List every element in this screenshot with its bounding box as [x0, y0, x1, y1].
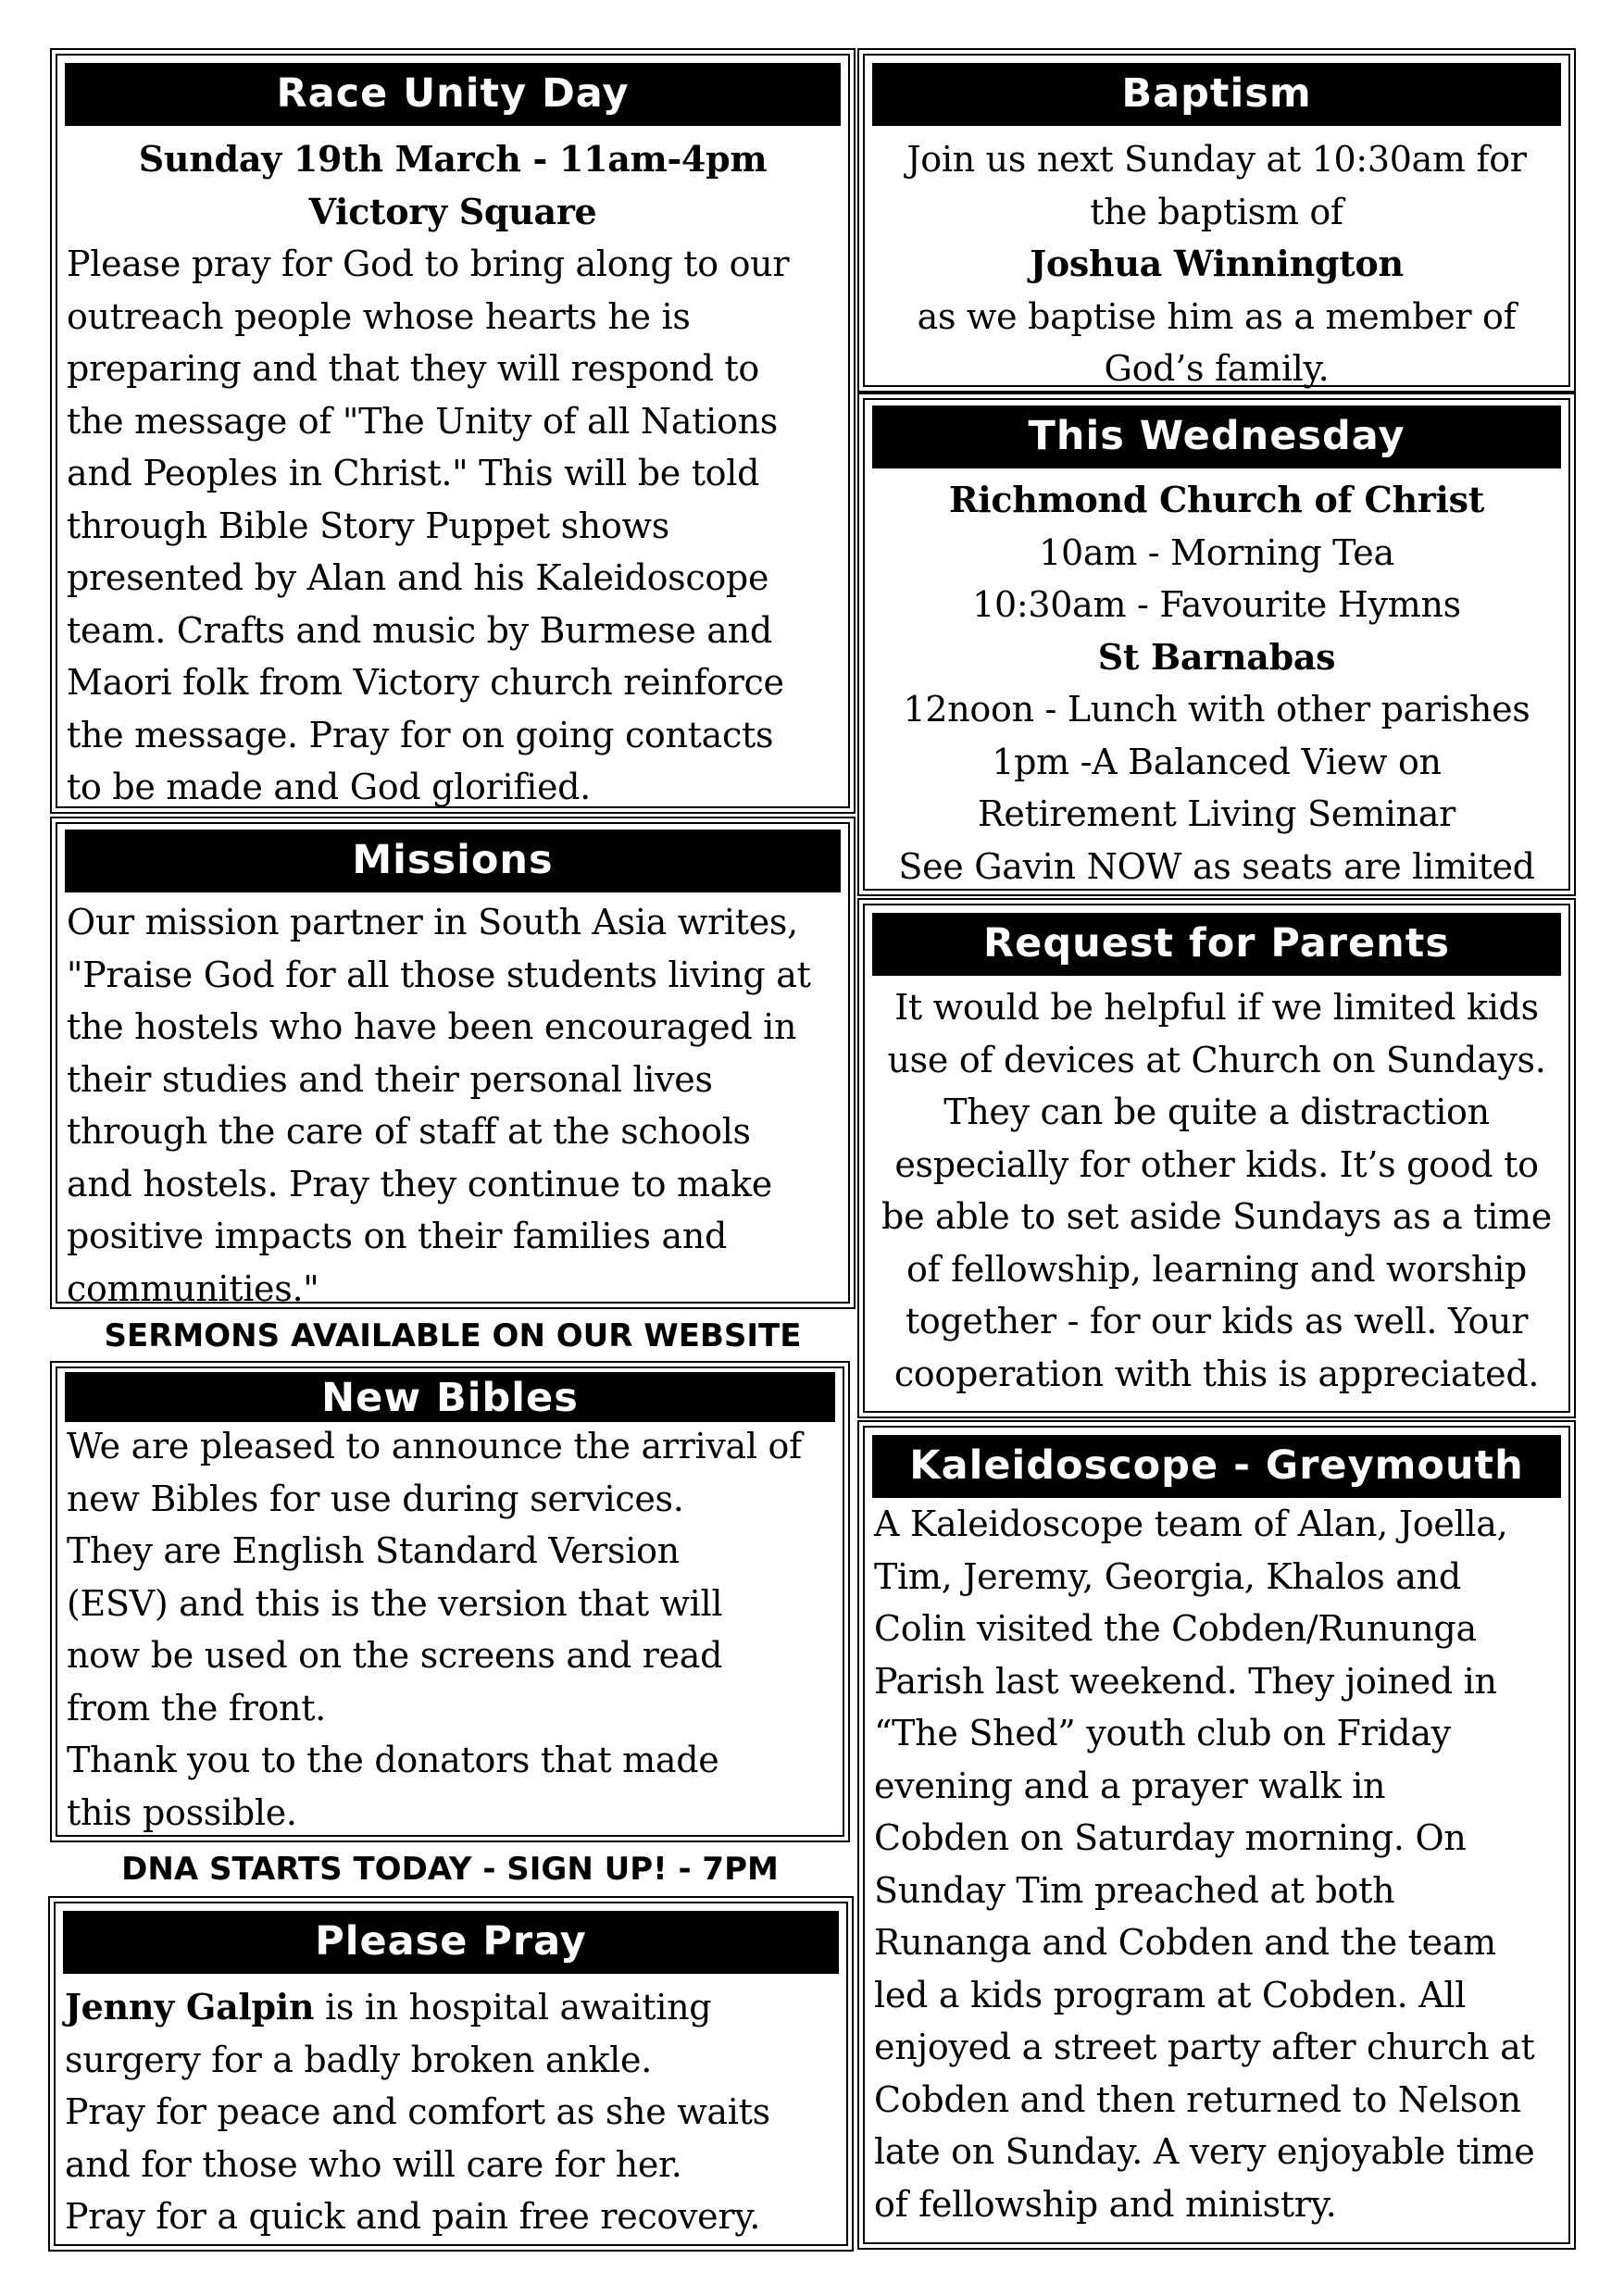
- text-line: Cobden and then returned to Nelson: [874, 2078, 1521, 2120]
- text-line: We are pleased to announce the arrival of: [67, 1426, 802, 1466]
- text-line: Our mission partner in South Asia writes,: [67, 902, 798, 942]
- text-line: of fellowship, learning and worship: [906, 1248, 1527, 1290]
- text-line: to be made and God glorified.: [67, 767, 591, 807]
- text-line: of fellowship and ministry.: [874, 2183, 1337, 2225]
- text-line: led a kids program at Cobden. All: [874, 1974, 1467, 2015]
- text-line: the baptism of: [1090, 191, 1343, 232]
- text-line: the message. Pray for on going contacts: [67, 714, 774, 755]
- text-line: (ESV) and this is the version that will: [67, 1582, 723, 1624]
- text-line: late on Sunday. A very enjoyable time: [874, 2131, 1535, 2172]
- wednesday-body: [874, 474, 1559, 892]
- text-line: “The Shed” youth club on Friday: [874, 1713, 1451, 1753]
- text-line: outreach people whose hearts he is: [67, 295, 691, 337]
- please-pray-title: Please Pray: [63, 1911, 839, 1974]
- text-line: They are English Standard Version: [67, 1530, 680, 1571]
- text-line: new Bibles for use during services.: [67, 1478, 684, 1519]
- text-line: use of devices at Church on Sundays.: [887, 1039, 1546, 1080]
- race-unity-title: Race Unity Day: [65, 63, 841, 126]
- text-line: surgery for a badly broken ankle.: [65, 2039, 653, 2080]
- wednesday-title: This Wednesday: [872, 406, 1561, 468]
- patient-name: Jenny Galpin: [65, 1986, 315, 2028]
- new-bibles-body: [67, 1420, 833, 1839]
- baptism-body: [874, 133, 1559, 395]
- text-line: evening and a prayer walk in: [874, 1765, 1386, 1806]
- text-line: See Gavin NOW as seats are limited: [898, 845, 1535, 887]
- race-unity-date: Sunday 19th March - 11am-4pm: [138, 138, 768, 180]
- text-line: 10:30am - Favourite Hymns: [972, 584, 1461, 625]
- text-line: especially for other kids. It’s good to: [894, 1143, 1539, 1185]
- parents-box: [863, 904, 1570, 1413]
- text-line: Join us next Sunday at 10:30am for: [906, 139, 1527, 180]
- please-pray-box: [54, 1902, 848, 2246]
- text-line: now be used on the screens and read: [67, 1635, 723, 1676]
- kaleidoscope-box: [863, 1426, 1570, 2244]
- text-line: Pray for a quick and pain free recovery.: [65, 2196, 761, 2237]
- text-line: this possible.: [67, 1791, 297, 1833]
- baptism-name: Joshua Winnington: [1030, 243, 1404, 284]
- text-line: presented by Alan and his Kaleidoscope: [67, 557, 769, 598]
- missions-title: Missions: [65, 830, 841, 892]
- text-line: enjoyed a street party after church at: [874, 2027, 1535, 2067]
- text-line: through Bible Story Puppet shows: [67, 505, 669, 546]
- text-line: their studies and their personal lives: [67, 1058, 713, 1100]
- text-line: the hostels who have been encouraged in: [67, 1006, 797, 1047]
- text-line: and Peoples in Christ." This will be told: [67, 453, 760, 493]
- baptism-title: Baptism: [872, 63, 1561, 126]
- text-line: as we baptise him as a member of: [917, 295, 1517, 337]
- wednesday-venue: St Barnabas: [1097, 635, 1336, 678]
- new-bibles-title: New Bibles: [65, 1372, 835, 1422]
- wednesday-box: [863, 398, 1570, 891]
- text-line: cooperation with this is appreciated.: [893, 1353, 1540, 1394]
- text-line: They can be quite a distraction: [943, 1092, 1490, 1132]
- text-line: 1pm -A Balanced View on: [992, 741, 1442, 782]
- text-line: from the front.: [67, 1687, 326, 1728]
- text-line: A Kaleidoscope team of Alan, Joella,: [874, 1504, 1508, 1544]
- text-line: and hostels. Pray they continue to make: [67, 1163, 772, 1204]
- text-line: Maori folk from Victory church reinforce: [67, 662, 784, 703]
- text-line: Sunday Tim preached at both: [874, 1869, 1395, 1911]
- patient-status: is in hospital awaiting: [314, 1987, 712, 2028]
- wednesday-venue: Richmond Church of Christ: [949, 479, 1484, 520]
- missions-body: [67, 896, 839, 1315]
- text-line: "Praise God for all those students living at: [67, 954, 811, 995]
- text-line: God’s family.: [1104, 348, 1330, 389]
- text-line: Please pray for God to bring along to our: [67, 243, 790, 284]
- text-line: and for those who will care for her.: [65, 2143, 682, 2185]
- kaleidoscope-title: Kaleidoscope - Greymouth: [872, 1435, 1561, 1498]
- text-line: Parish last weekend. They joined in: [874, 1660, 1497, 1702]
- please-pray-body: [65, 1981, 837, 2243]
- text-line: [65, 1981, 837, 2034]
- missions-box: [56, 822, 850, 1309]
- text-line: 10am - Morning Tea: [1039, 531, 1394, 573]
- parents-title: Request for Parents: [872, 913, 1561, 976]
- text-line: be able to set aside Sundays as a time: [881, 1196, 1552, 1237]
- text-line: Pray for peace and comfort as she waits: [65, 2091, 770, 2132]
- kaleidoscope-body: [874, 1498, 1559, 2230]
- text-line: together - for our kids as well. Your: [905, 1301, 1529, 1341]
- text-line: preparing and that they will respond to: [67, 348, 759, 389]
- race-unity-venue: Victory Square: [308, 190, 597, 232]
- text-line: Colin visited the Cobden/Rununga: [874, 1608, 1477, 1649]
- race-unity-body: [67, 133, 839, 814]
- new-bibles-box: [56, 1366, 844, 1837]
- race-unity-box: [56, 54, 850, 808]
- text-line: It would be helpful if we limited kids: [894, 987, 1539, 1028]
- parents-body: [874, 981, 1559, 1400]
- text-line: Runanga and Cobden and the team: [874, 1922, 1496, 1963]
- text-line: through the care of staff at the schools: [67, 1111, 751, 1152]
- text-line: team. Crafts and music by Burmese and: [67, 609, 772, 651]
- text-line: Tim, Jeremy, Georgia, Khalos and: [874, 1555, 1461, 1597]
- dna-banner: DNA STARTS TODAY - SIGN UP! - 7PM: [121, 1851, 779, 1888]
- text-line: positive impacts on their families and: [67, 1216, 728, 1256]
- text-line: Cobden on Saturday morning. On: [874, 1817, 1467, 1858]
- sermons-banner: SERMONS AVAILABLE ON OUR WEBSITE: [104, 1317, 802, 1354]
- text-line: Thank you to the donators that made: [67, 1740, 719, 1780]
- text-line: Retirement Living Seminar: [978, 793, 1455, 834]
- baptism-box: [863, 54, 1570, 387]
- text-line: the message of "The Unity of all Nations: [67, 400, 778, 442]
- text-line: communities.": [67, 1267, 319, 1309]
- text-line: 12noon - Lunch with other parishes: [903, 689, 1530, 730]
